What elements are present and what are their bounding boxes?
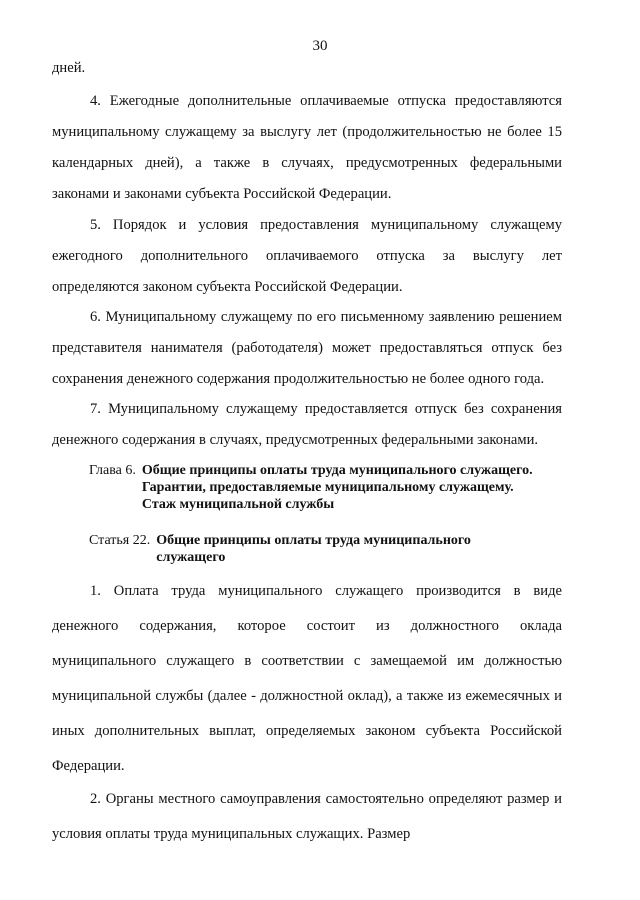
- article-paragraph-1: 1. Оплата труда муниципального служащего производится в виде денежного содержания, которое состоит из должностного оклада муниципального служащего в соответствии с замещаемой им должностью муниципальной службы (далее - должностной оклад), а также из ежемесячных и иных дополнительных выплат, определяемых законом субъекта Российской Федерации.: [52, 583, 562, 774]
- chapter-heading: [89, 462, 569, 513]
- paragraph-4: 4. Ежегодные дополнительные оплачиваемые отпуска предоставляются муниципальному служащему за выслугу лет (продолжительностью не более 15 календарных дней), а также в случаях, предусмотренных федеральными законами и законами субъекта Российской Федерации.: [52, 93, 562, 202]
- chapter-label: Глава 6.: [89, 463, 136, 478]
- article-heading: [89, 532, 569, 566]
- paragraph-6: 6. Муниципальному служащему по его письменному заявлению решением представителя нанимателя (работодателя) может предоставляться отпуск без сохранения денежного содержания продолжительностью не более одного года.: [52, 309, 562, 387]
- paragraph-7: 7. Муниципальному служащему предоставляется отпуск без сохранения денежного содержания в случаях, предусмотренных федеральными законами.: [52, 401, 562, 448]
- article-title: Общие принципы оплаты труда муниципального служащего: [156, 533, 471, 565]
- paragraph-5: 5. Порядок и условия предоставления муниципальному служащему ежегодного дополнительного оплачиваемого отпуска за выслугу лет определяются законом субъекта Российской Федерации.: [52, 217, 562, 295]
- page-number: 30: [312, 38, 328, 54]
- article-paragraph-2: 2. Органы местного самоуправления самостоятельно определяют размер и условия оплаты труда муниципальных служащих. Размер: [52, 791, 562, 842]
- paragraph-continuation: дней.: [52, 60, 86, 76]
- chapter-title: Общие принципы оплаты труда муниципального служащего. Гарантии, предоставляемые муниципальному служащему. Стаж муниципальной службы: [141, 463, 533, 512]
- article-label: Статья 22.: [89, 533, 151, 548]
